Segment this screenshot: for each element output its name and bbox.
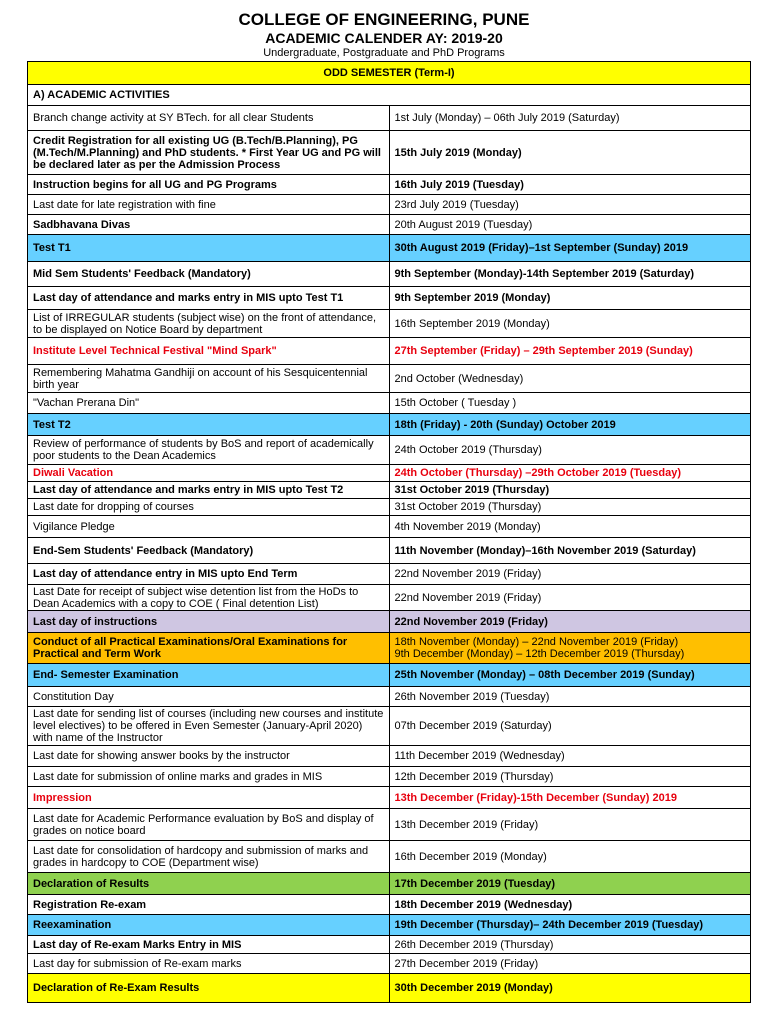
- date-cell: 30th December 2019 (Monday): [389, 974, 751, 1003]
- activity-cell: Last day of attendance and marks entry in MIS upto Test T1: [28, 287, 390, 310]
- table-row: [28, 746, 751, 767]
- activity-cell: Last day of attendance and marks entry in MIS upto Test T2: [28, 482, 390, 499]
- date-cell: 9th September (Monday)-14th September 2019 (Saturday): [389, 262, 751, 287]
- table-row: [28, 633, 751, 664]
- table-row: [28, 809, 751, 841]
- activity-cell: List of IRREGULAR students (subject wise) on the front of attendance, to be displayed on Notice Board by department: [28, 310, 390, 338]
- date-cell: 19th December (Thursday)– 24th December 2019 (Tuesday): [389, 915, 751, 936]
- table-row: [28, 767, 751, 787]
- date-cell: 26th December 2019 (Thursday): [389, 936, 751, 954]
- activity-cell: Last day of attendance entry in MIS upto End Term: [28, 564, 390, 585]
- activity-cell: "Vachan Prerana Din": [28, 393, 390, 414]
- date-cell: 30th August 2019 (Friday)–1st September (Sunday) 2019: [389, 235, 751, 262]
- table-row: [28, 895, 751, 915]
- table-row: [28, 841, 751, 873]
- activity-cell: Remembering Mahatma Gandhiji on account of his Sesquicentennial birth year: [28, 365, 390, 393]
- date-cell: 4th November 2019 (Monday): [389, 516, 751, 538]
- table-row: [28, 393, 751, 414]
- date-cell: 16th December 2019 (Monday): [389, 841, 751, 873]
- activity-cell: Test T2: [28, 414, 390, 436]
- activity-cell: Credit Registration for all existing UG (B.Tech/B.Planning), PG (M.Tech/M.Planning) and PhD students. * First Year UG and PG will be declared later as per the Admission Process: [28, 131, 390, 175]
- activity-cell: Branch change activity at SY BTech. for all clear Students: [28, 106, 390, 131]
- table-row: [28, 365, 751, 393]
- date-cell: 25th November (Monday) – 08th December 2019 (Sunday): [389, 664, 751, 687]
- date-cell: 11th November (Monday)–16th November 2019 (Saturday): [389, 538, 751, 564]
- activity-cell: Last day of Re-exam Marks Entry in MIS: [28, 936, 390, 954]
- table-row: [28, 687, 751, 707]
- activity-cell: Last date for Academic Performance evaluation by BoS and display of grades on notice board: [28, 809, 390, 841]
- activity-cell: End- Semester Examination: [28, 664, 390, 687]
- activity-cell: Last Date for receipt of subject wise detention list from the HoDs to Dean Academics with a copy to COE ( Final detention List): [28, 585, 390, 611]
- table-row: [28, 235, 751, 262]
- activity-cell: Last date for consolidation of hardcopy and submission of marks and grades in hardcopy to COE (Department wise): [28, 841, 390, 873]
- section-title: A) ACADEMIC ACTIVITIES: [28, 85, 751, 106]
- calendar-table: [27, 61, 751, 1003]
- date-cell: 31st October 2019 (Thursday): [389, 499, 751, 516]
- date-cell: 17th December 2019 (Tuesday): [389, 873, 751, 895]
- activity-cell: Registration Re-exam: [28, 895, 390, 915]
- date-cell: 26th November 2019 (Tuesday): [389, 687, 751, 707]
- table-row: [28, 516, 751, 538]
- activity-cell: Last date for dropping of courses: [28, 499, 390, 516]
- date-cell: 20th August 2019 (Tuesday): [389, 215, 751, 235]
- activity-cell: Last date for late registration with fine: [28, 195, 390, 215]
- date-cell: 12th December 2019 (Thursday): [389, 767, 751, 787]
- table-row: [28, 499, 751, 516]
- table-row: [28, 538, 751, 564]
- table-row: [28, 787, 751, 809]
- table-row: [28, 106, 751, 131]
- table-row: [28, 707, 751, 746]
- activity-cell: Declaration of Re-Exam Results: [28, 974, 390, 1003]
- date-cell: 15th July 2019 (Monday): [389, 131, 751, 175]
- table-row: [28, 215, 751, 235]
- date-cell: 16th July 2019 (Tuesday): [389, 175, 751, 195]
- date-cell: 1st July (Monday) – 06th July 2019 (Saturday): [389, 106, 751, 131]
- activity-cell: Declaration of Results: [28, 873, 390, 895]
- date-line: 9th December (Monday) – 12th December 2019 (Thursday): [394, 648, 685, 660]
- table-row: [28, 131, 751, 175]
- activity-cell: Institute Level Technical Festival "Mind Spark": [28, 338, 390, 365]
- activity-cell: Last date for submission of online marks and grades in MIS: [28, 767, 390, 787]
- table-row: [28, 195, 751, 215]
- activity-cell: Sadbhavana Divas: [28, 215, 390, 235]
- activity-cell: Vigilance Pledge: [28, 516, 390, 538]
- table-row: [28, 262, 751, 287]
- activity-cell: Conduct of all Practical Examinations/Oral Examinations for Practical and Term Work: [28, 633, 390, 664]
- activity-cell: Constitution Day: [28, 687, 390, 707]
- table-row: [28, 585, 751, 611]
- date-cell: 24th October 2019 (Thursday): [389, 436, 751, 465]
- table-row: [28, 664, 751, 687]
- date-line: 18th November (Monday) – 22nd November 2019 (Friday): [394, 636, 679, 648]
- semester-title: ODD SEMESTER (Term-I): [28, 62, 751, 85]
- table-row: [28, 936, 751, 954]
- table-row: [28, 465, 751, 482]
- table-row: [28, 436, 751, 465]
- table-row: [28, 954, 751, 974]
- table-row: [28, 611, 751, 633]
- date-cell: 22nd November 2019 (Friday): [389, 585, 751, 611]
- programs-subtitle: Undergraduate, Postgraduate and PhD Programs: [263, 47, 505, 59]
- activity-cell: Impression: [28, 787, 390, 809]
- date-cell: 24th October (Thursday) –29th October 2019 (Tuesday): [389, 465, 751, 482]
- calendar-title: ACADEMIC CALENDER AY: 2019-20: [265, 30, 503, 46]
- activity-cell: Last date for sending list of courses (including new courses and institute level electives) to be offered in Even Semester (January-April 2020) with name of the Instructor: [28, 707, 390, 746]
- date-cell: 27th September (Friday) – 29th September 2019 (Sunday): [389, 338, 751, 365]
- activity-cell: Reexamination: [28, 915, 390, 936]
- date-cell: 13th December (Friday)-15th December (Sunday) 2019: [389, 787, 751, 809]
- date-cell: 13th December 2019 (Friday): [389, 809, 751, 841]
- date-cell: 18th (Friday) - 20th (Sunday) October 2019: [389, 414, 751, 436]
- date-cell: 11th December 2019 (Wednesday): [389, 746, 751, 767]
- college-title: COLLEGE OF ENGINEERING, PUNE: [238, 10, 530, 29]
- date-cell: 2nd October (Wednesday): [389, 365, 751, 393]
- activity-cell: Last date for showing answer books by the instructor: [28, 746, 390, 767]
- date-cell: 15th October ( Tuesday ): [389, 393, 751, 414]
- table-row: [28, 974, 751, 1003]
- date-cell: 18th December 2019 (Wednesday): [389, 895, 751, 915]
- table-row: [28, 175, 751, 195]
- date-cell: 22nd November 2019 (Friday): [389, 564, 751, 585]
- activity-cell: Mid Sem Students' Feedback (Mandatory): [28, 262, 390, 287]
- table-row: [28, 564, 751, 585]
- table-row: [28, 338, 751, 365]
- table-row: [28, 873, 751, 895]
- activity-cell: Last day of instructions: [28, 611, 390, 633]
- date-cell: 07th December 2019 (Saturday): [389, 707, 751, 746]
- activity-cell: Test T1: [28, 235, 390, 262]
- date-cell: 27th December 2019 (Friday): [389, 954, 751, 974]
- activity-cell: Diwali Vacation: [28, 465, 390, 482]
- table-row: [28, 310, 751, 338]
- table-row: [28, 482, 751, 499]
- date-cell: 23rd July 2019 (Tuesday): [389, 195, 751, 215]
- table-row: [28, 915, 751, 936]
- activity-cell: Review of performance of students by BoS and report of academically poor students to the Dean Academics: [28, 436, 390, 465]
- date-cell: [389, 633, 751, 664]
- activity-cell: Instruction begins for all UG and PG Programs: [28, 175, 390, 195]
- date-cell: 16th September 2019 (Monday): [389, 310, 751, 338]
- date-cell: 31st October 2019 (Thursday): [389, 482, 751, 499]
- activity-cell: Last day for submission of Re-exam marks: [28, 954, 390, 974]
- date-cell: 22nd November 2019 (Friday): [389, 611, 751, 633]
- table-row: [28, 414, 751, 436]
- date-cell: 9th September 2019 (Monday): [389, 287, 751, 310]
- table-row: [28, 287, 751, 310]
- activity-cell: End-Sem Students' Feedback (Mandatory): [28, 538, 390, 564]
